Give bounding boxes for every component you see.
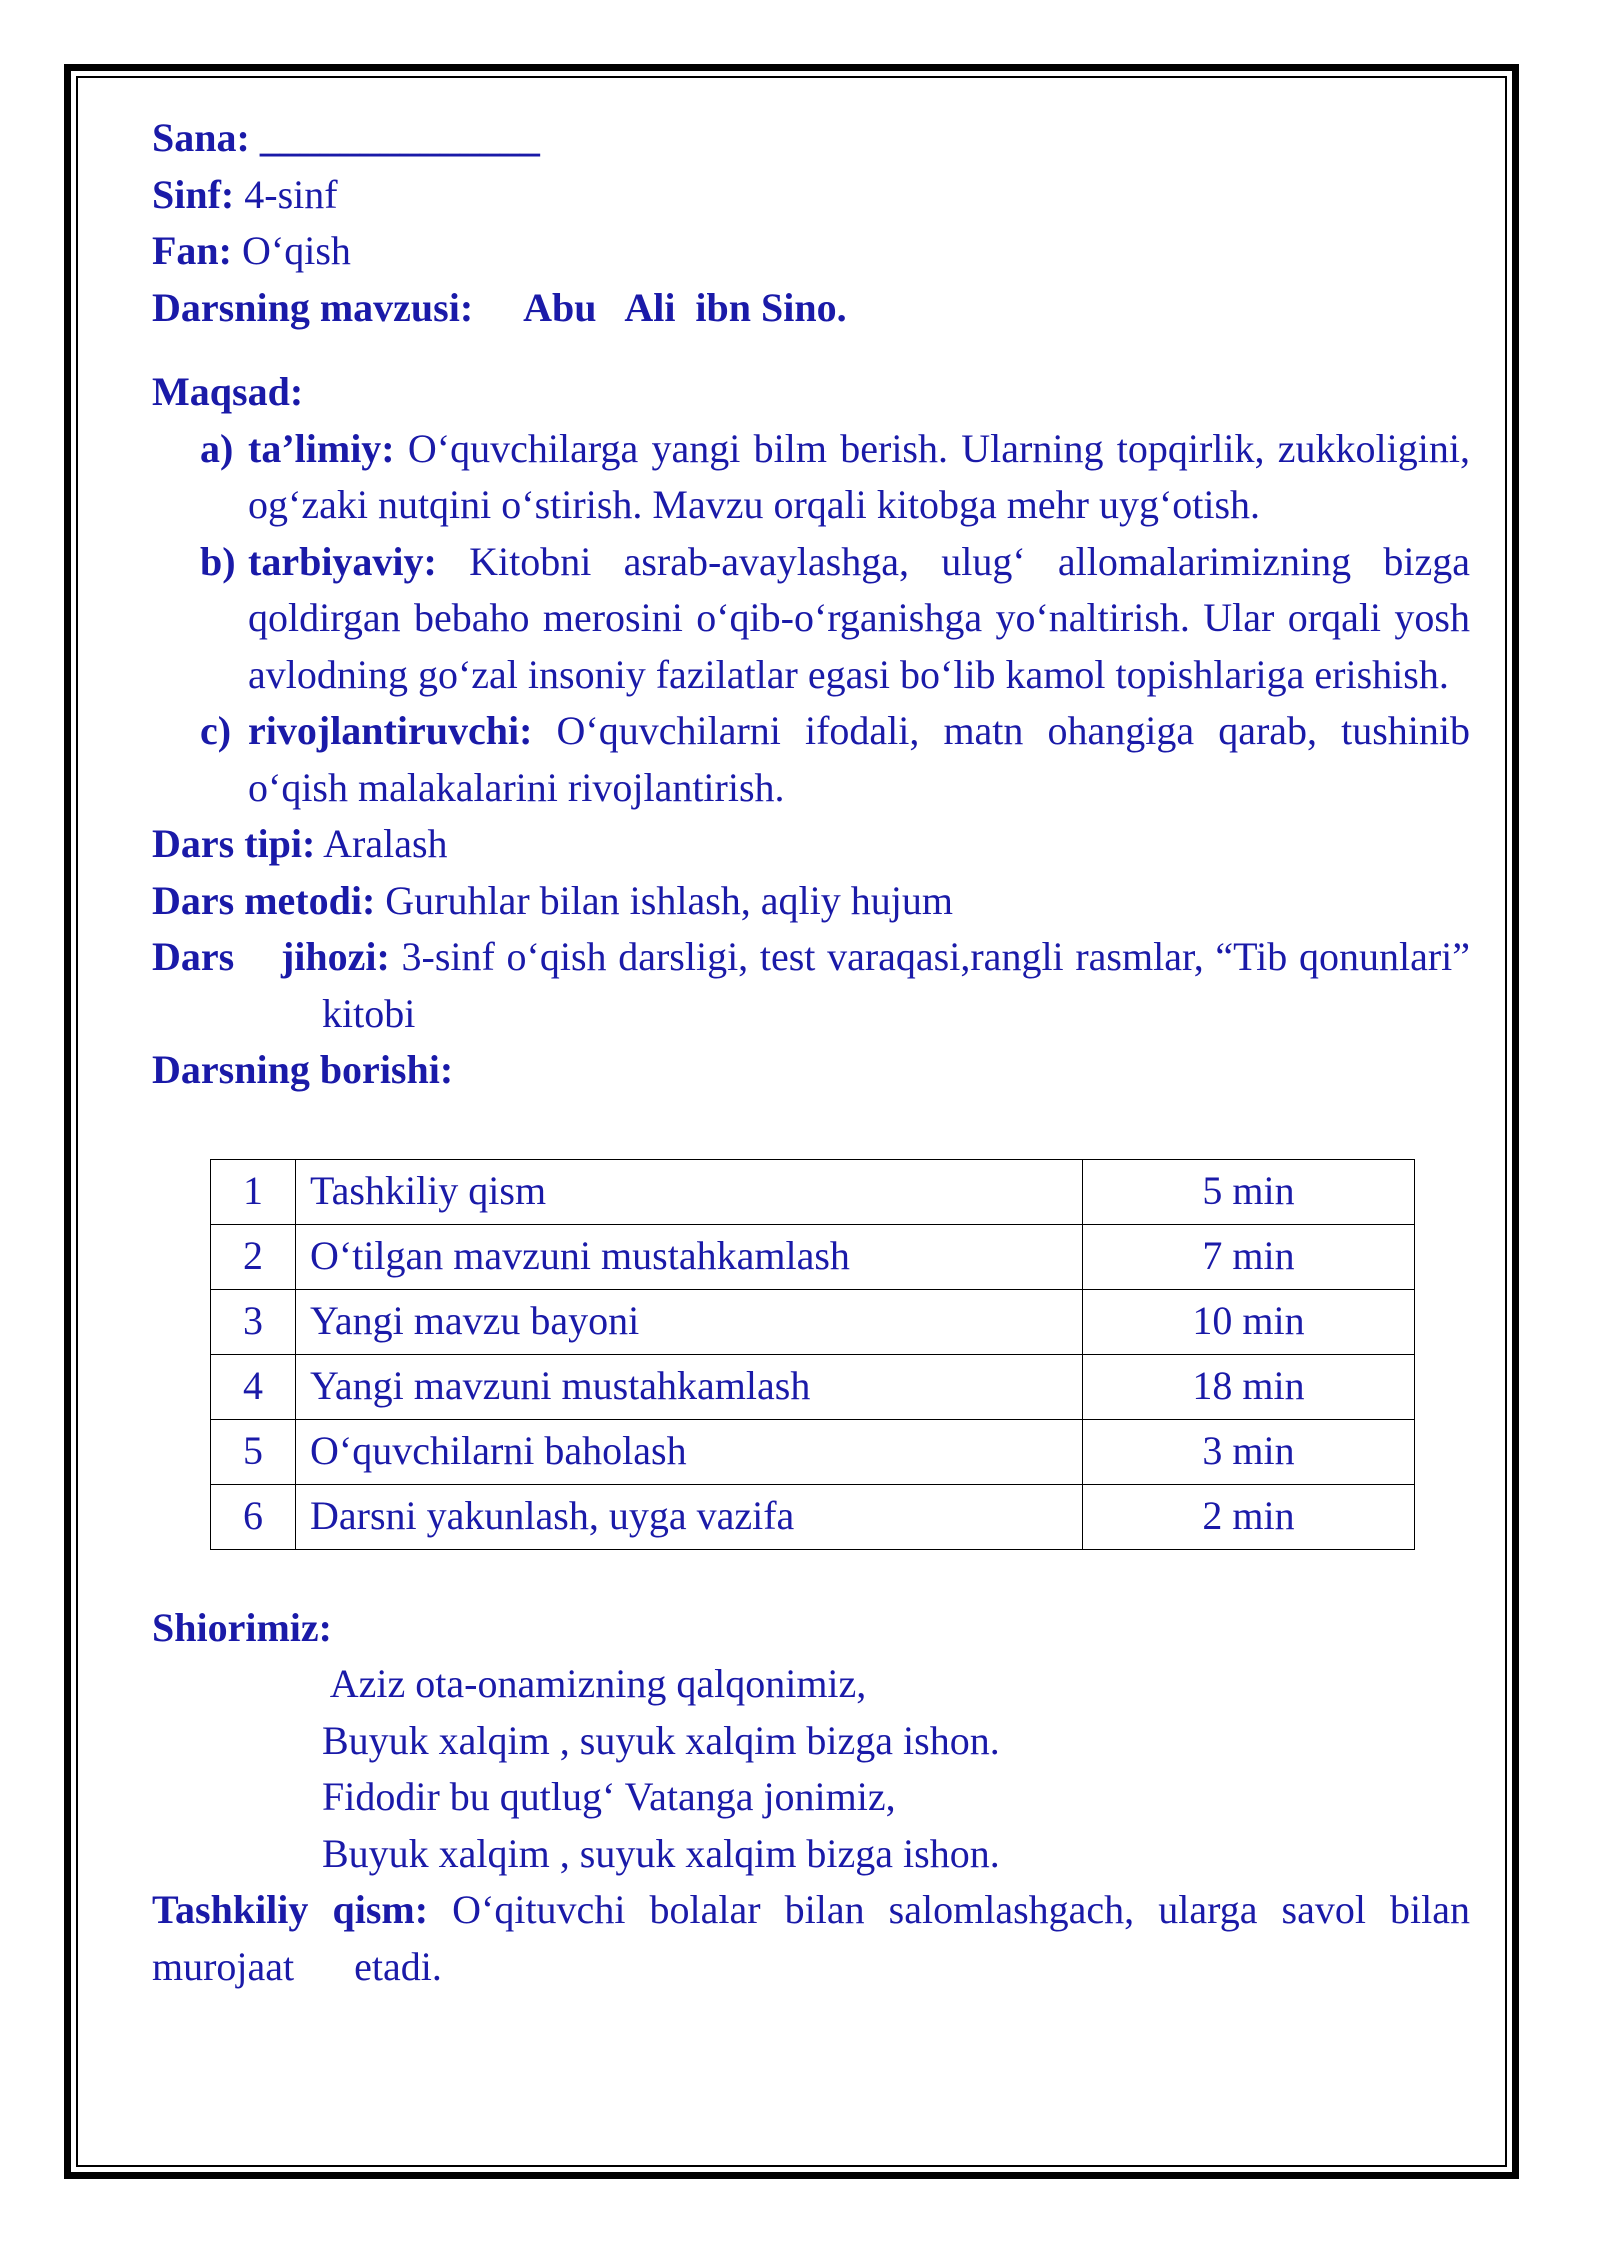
tashkiliy-qism-text: O‘qituvchi bolalar bilan salomlashgach, ularga savol bilan murojaat etadi. <box>152 1887 1480 1989</box>
darsning-borishi-label: Darsning borishi: <box>152 1047 454 1092</box>
row-duration: 3 min <box>1083 1419 1415 1484</box>
dars-tipi-line <box>152 816 1470 873</box>
dars-metodi-label: Dars metodi: <box>152 877 376 923</box>
tashkiliy-qism-label: Tashkiliy qism: <box>152 1887 429 1932</box>
sana-line <box>152 110 1470 167</box>
item-marker: c) <box>200 708 232 753</box>
table-row <box>211 1484 1415 1549</box>
table-row <box>211 1419 1415 1484</box>
item-marker: b) <box>200 538 236 584</box>
maqsad-item-c <box>152 703 1470 816</box>
lesson-plan-document <box>152 110 1480 1995</box>
mavzu-value: Abu Ali ibn Sino. <box>523 284 847 330</box>
row-number: 2 <box>211 1224 296 1289</box>
table-row <box>211 1159 1415 1224</box>
dars-metodi-value: Guruhlar bilan ishlash, aqliy hujum <box>385 877 953 923</box>
row-stage: Yangi mavzuni mustahkamlash <box>296 1354 1083 1419</box>
item-text: O‘quvchilarga yangi bilm berish. Ularning topqirlik, zukkoligini, og‘zaki nutqini o‘stirish. Mavzu orqali kitobga mehr uyg‘otish. <box>248 425 1471 527</box>
poem-line: Fidodir bu qutlug‘ Vatanga jonimiz, <box>322 1774 896 1819</box>
dars-tipi-label: Dars tipi: <box>152 821 316 866</box>
row-duration: 2 min <box>1083 1484 1415 1549</box>
sinf-value: 4-sinf <box>244 171 338 217</box>
item-text: O‘quvchilarni ifodali, matn ohangiga qarab, tushinib o‘qish malakalarini rivojlantirish. <box>248 708 1471 810</box>
sana-blank: ______________ <box>259 115 540 160</box>
fan-value: O‘qish <box>242 228 351 273</box>
row-duration: 10 min <box>1083 1289 1415 1354</box>
poem-line: Aziz ota-onamizning qalqonimiz, <box>322 1661 867 1706</box>
lesson-schedule-table <box>210 1159 1415 1550</box>
row-number: 5 <box>211 1419 296 1484</box>
item-marker: a) <box>200 425 234 471</box>
table-row <box>211 1354 1415 1419</box>
maqsad-item-a <box>152 421 1470 534</box>
dars-jihozi-line <box>152 929 1470 1042</box>
row-stage: O‘tilgan mavzuni mustahkamlash <box>296 1224 1083 1289</box>
maqsad-item-b <box>152 534 1470 704</box>
sinf-label: Sinf: <box>152 171 235 217</box>
table-row <box>211 1289 1415 1354</box>
row-number: 4 <box>211 1354 296 1419</box>
item-title: ta’limiy: <box>248 425 395 471</box>
sana-label: Sana: <box>152 115 250 160</box>
row-number: 3 <box>211 1289 296 1354</box>
poem-line: Buyuk xalqim , suyuk xalqim bizga ishon. <box>322 1717 1000 1763</box>
fan-label: Fan: <box>152 228 232 273</box>
row-stage: Yangi mavzu bayoni <box>296 1289 1083 1354</box>
item-title: rivojlantiruvchi: <box>248 708 533 753</box>
tashkiliy-qism-paragraph <box>152 1882 1480 1995</box>
dars-jihozi-value: 3-sinf o‘qish darsligi, test varaqasi,rangli rasmlar, “Tib qonunlari” kitobi <box>322 934 1471 1036</box>
mavzu-label: Darsning mavzusi: <box>152 284 474 330</box>
item-title: tarbiyaviy: <box>248 538 437 584</box>
dars-jihozi-label: Dars jihozi: <box>152 934 390 979</box>
table-row <box>211 1224 1415 1289</box>
shiorimiz-label: Shiorimiz: <box>152 1604 332 1650</box>
maqsad-label: Maqsad: <box>152 369 304 414</box>
row-number: 6 <box>211 1484 296 1549</box>
row-number: 1 <box>211 1159 296 1224</box>
item-text: Kitobni asrab-avaylashga, ulug‘ allomalarimizning bizga qoldirgan bebaho merosini o‘qib-o‘rganishga yo‘naltirish. Ular orqali yosh avlodning go‘zal insoniy fazilatlar egasi bo‘lib kamol topishlariga erishish. <box>248 538 1471 697</box>
sinf-line <box>152 167 1470 224</box>
row-stage: Tashkiliy qism <box>296 1159 1083 1224</box>
dars-tipi-value: Aralash <box>323 821 448 866</box>
poem-line: Buyuk xalqim , suyuk xalqim bizga ishon. <box>322 1830 1000 1876</box>
row-stage: Darsni yakunlash, uyga vazifa <box>296 1484 1083 1549</box>
row-duration: 18 min <box>1083 1354 1415 1419</box>
row-duration: 7 min <box>1083 1224 1415 1289</box>
row-duration: 5 min <box>1083 1159 1415 1224</box>
row-stage: O‘quvchilarni baholash <box>296 1419 1083 1484</box>
fan-line <box>152 223 1470 280</box>
mavzu-line <box>152 280 1470 337</box>
dars-metodi-line <box>152 873 1470 930</box>
